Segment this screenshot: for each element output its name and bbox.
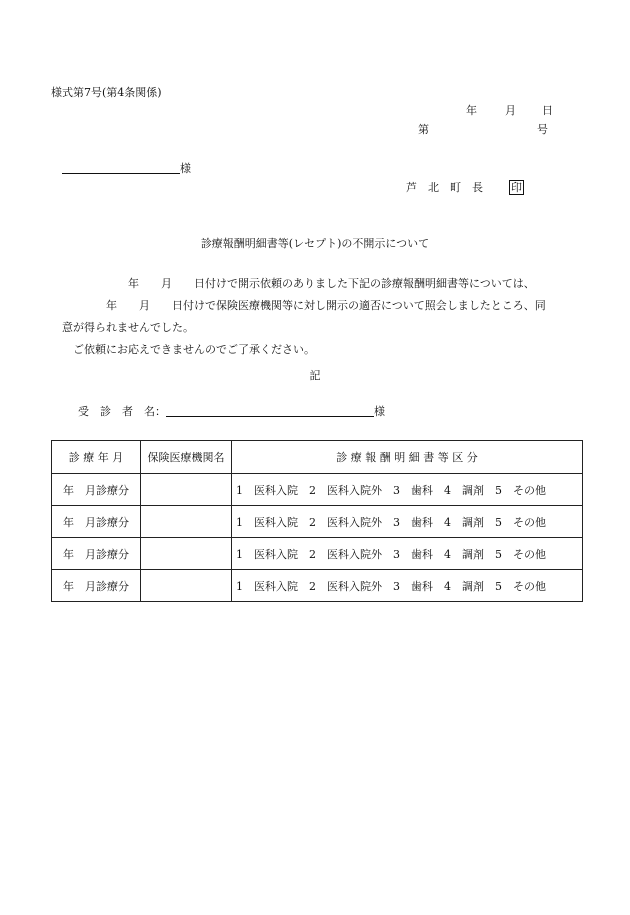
addressee-line bbox=[62, 162, 191, 174]
institution-cell bbox=[141, 474, 232, 506]
sender-name: 芦 北 町 長 bbox=[406, 181, 483, 194]
recipient-blank bbox=[166, 405, 374, 417]
institution-cell bbox=[141, 506, 232, 538]
addressee-blank bbox=[62, 162, 180, 174]
category-cell: 1 医科入院 2 医科入院外 3 歯科 4 調剤 5 その他 bbox=[232, 538, 583, 570]
body-paragraph bbox=[62, 273, 562, 361]
table-header-row bbox=[52, 441, 583, 474]
institution-cell bbox=[141, 570, 232, 602]
addressee-suffix: 様 bbox=[180, 162, 191, 175]
header-category: 診 療 報 酬 明 細 書 等 区 分 bbox=[232, 441, 583, 474]
receipt-table bbox=[51, 440, 583, 602]
form-number: 様式第7号(第4条関係) bbox=[51, 86, 162, 99]
document-title: 診療報酬明細書等(レセプト)の不開示について bbox=[200, 237, 430, 250]
sender-line bbox=[406, 180, 524, 195]
number-suffix: 号 bbox=[537, 123, 548, 136]
institution-cell bbox=[141, 538, 232, 570]
table-row bbox=[52, 474, 583, 506]
date-day-label: 日 bbox=[542, 104, 553, 117]
document-number-line bbox=[418, 124, 548, 135]
body-line: ご依頼にお応えできませんのでご了承ください。 bbox=[62, 343, 315, 356]
treatment-month-cell: 年 月診療分 bbox=[52, 570, 141, 602]
header-treatment-month: 診 療 年 月 bbox=[52, 441, 141, 474]
date-month-label: 月 bbox=[505, 104, 516, 117]
recipient-line bbox=[78, 405, 385, 417]
treatment-month-cell: 年 月診療分 bbox=[52, 474, 141, 506]
number-prefix: 第 bbox=[418, 123, 429, 136]
seal-stamp: 印 bbox=[511, 181, 522, 194]
body-line: 意が得られませんでした。 bbox=[62, 321, 194, 334]
recipient-suffix: 様 bbox=[374, 405, 385, 418]
treatment-month-cell: 年 月診療分 bbox=[52, 506, 141, 538]
category-cell: 1 医科入院 2 医科入院外 3 歯科 4 調剤 5 その他 bbox=[232, 474, 583, 506]
table-row bbox=[52, 570, 583, 602]
table-row bbox=[52, 538, 583, 570]
table-row bbox=[52, 506, 583, 538]
date-line bbox=[466, 105, 553, 116]
recipient-label: 受 診 者 名： bbox=[78, 405, 166, 418]
category-cell: 1 医科入院 2 医科入院外 3 歯科 4 調剤 5 その他 bbox=[232, 506, 583, 538]
ki-heading: 記 bbox=[309, 369, 321, 382]
body-line: 年 月 日付けで開示依頼のありました下記の診療報酬明細書等については、 bbox=[62, 277, 535, 290]
treatment-month-cell: 年 月診療分 bbox=[52, 538, 141, 570]
date-year-label: 年 bbox=[466, 104, 477, 117]
body-line: 年 月 日付けで保険医療機関等に対し開示の適否について照会しましたところ、同 bbox=[62, 299, 546, 312]
header-institution-name: 保険医療機関名 bbox=[141, 441, 232, 474]
category-cell: 1 医科入院 2 医科入院外 3 歯科 4 調剤 5 その他 bbox=[232, 570, 583, 602]
